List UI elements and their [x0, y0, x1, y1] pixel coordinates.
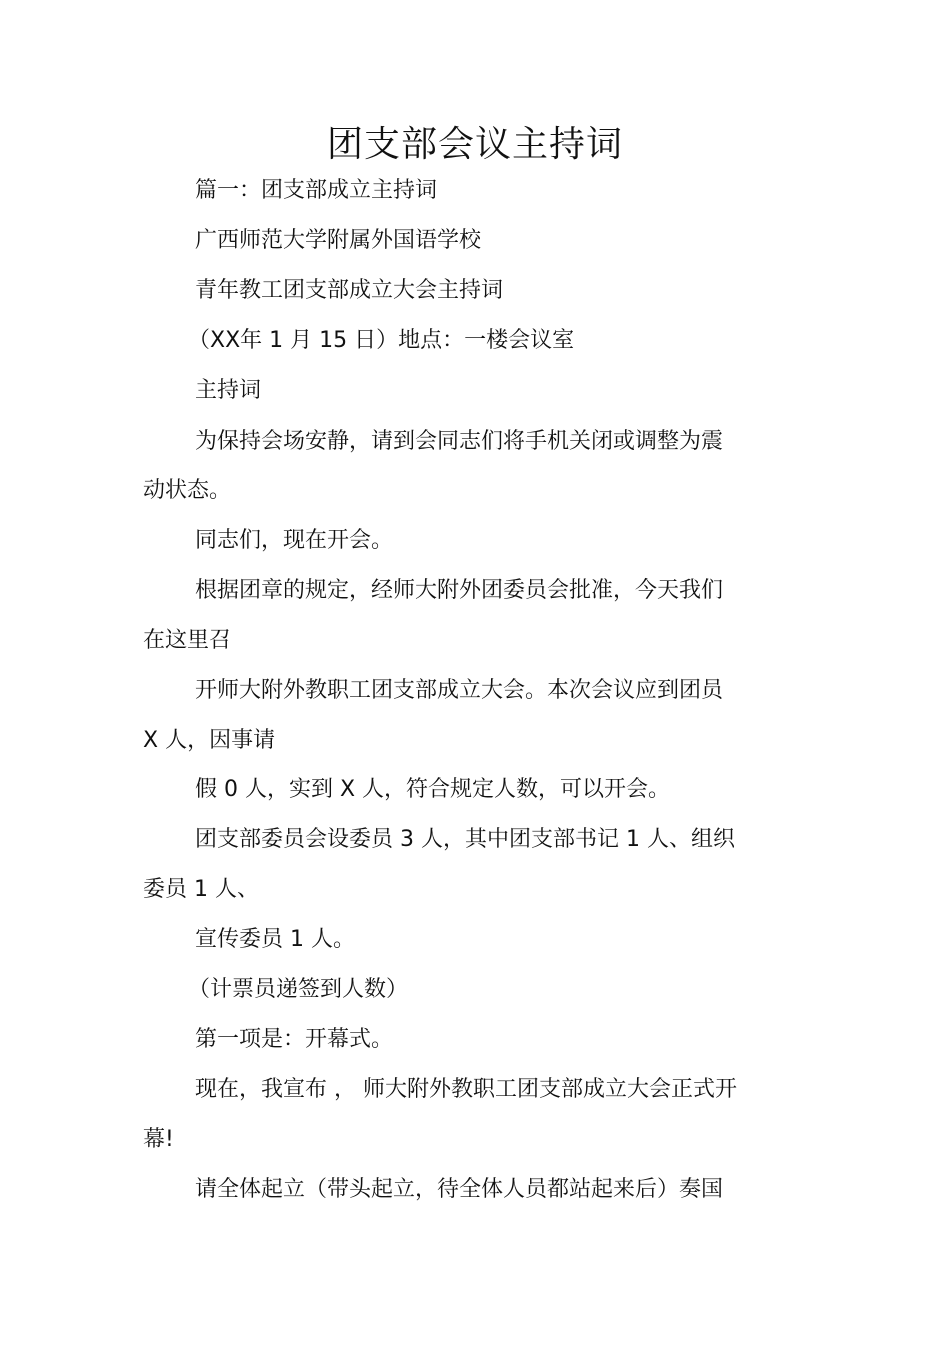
text-line: 宣传委员 1 人。 [195, 927, 355, 952]
document-title: 团支部会议主持词 [326, 124, 623, 165]
text-line: （计票员递签到人数） [188, 977, 409, 1002]
text-line: 在这里召 [143, 628, 232, 653]
text-line: 第一项是：开幕式。 [195, 1027, 394, 1052]
text-line: 为保持会场安静，请到会同志们将手机关闭或调整为震 [195, 429, 724, 454]
text-line: （XX年 1 月 15 日）地点：一楼会议室 [188, 328, 575, 353]
text-line: 广西师范大学附属外国语学校 [195, 228, 482, 253]
text-line: 主持词 [195, 378, 262, 403]
text-line: 青年教工团支部成立大会主持词 [195, 278, 504, 303]
text-line: 动状态。 [143, 478, 232, 503]
text-line: 根据团章的规定，经师大附外团委员会批准，今天我们 [195, 578, 724, 603]
text-line: 幕! [143, 1127, 174, 1152]
text-line: 团支部委员会设委员 3 人，其中团支部书记 1 人、组织 [195, 827, 735, 852]
text-line: 委员 1 人、 [143, 877, 259, 902]
text-line: 同志们，现在开会。 [195, 528, 394, 553]
text-line: 请全体起立（带头起立，待全体人员都站起来后）奏国 [195, 1177, 724, 1202]
text-line: 假 0 人，实到 X 人，符合规定人数，可以开会。 [195, 777, 671, 802]
text-line: 开师大附外教职工团支部成立大会。本次会议应到团员 [195, 678, 724, 703]
text-line: 现在，我宣布 ， 师大附外教职工团支部成立大会正式开 [195, 1077, 737, 1102]
text-line: X 人，因事请 [143, 728, 276, 753]
text-line: 篇一：团支部成立主持词 [195, 178, 438, 203]
